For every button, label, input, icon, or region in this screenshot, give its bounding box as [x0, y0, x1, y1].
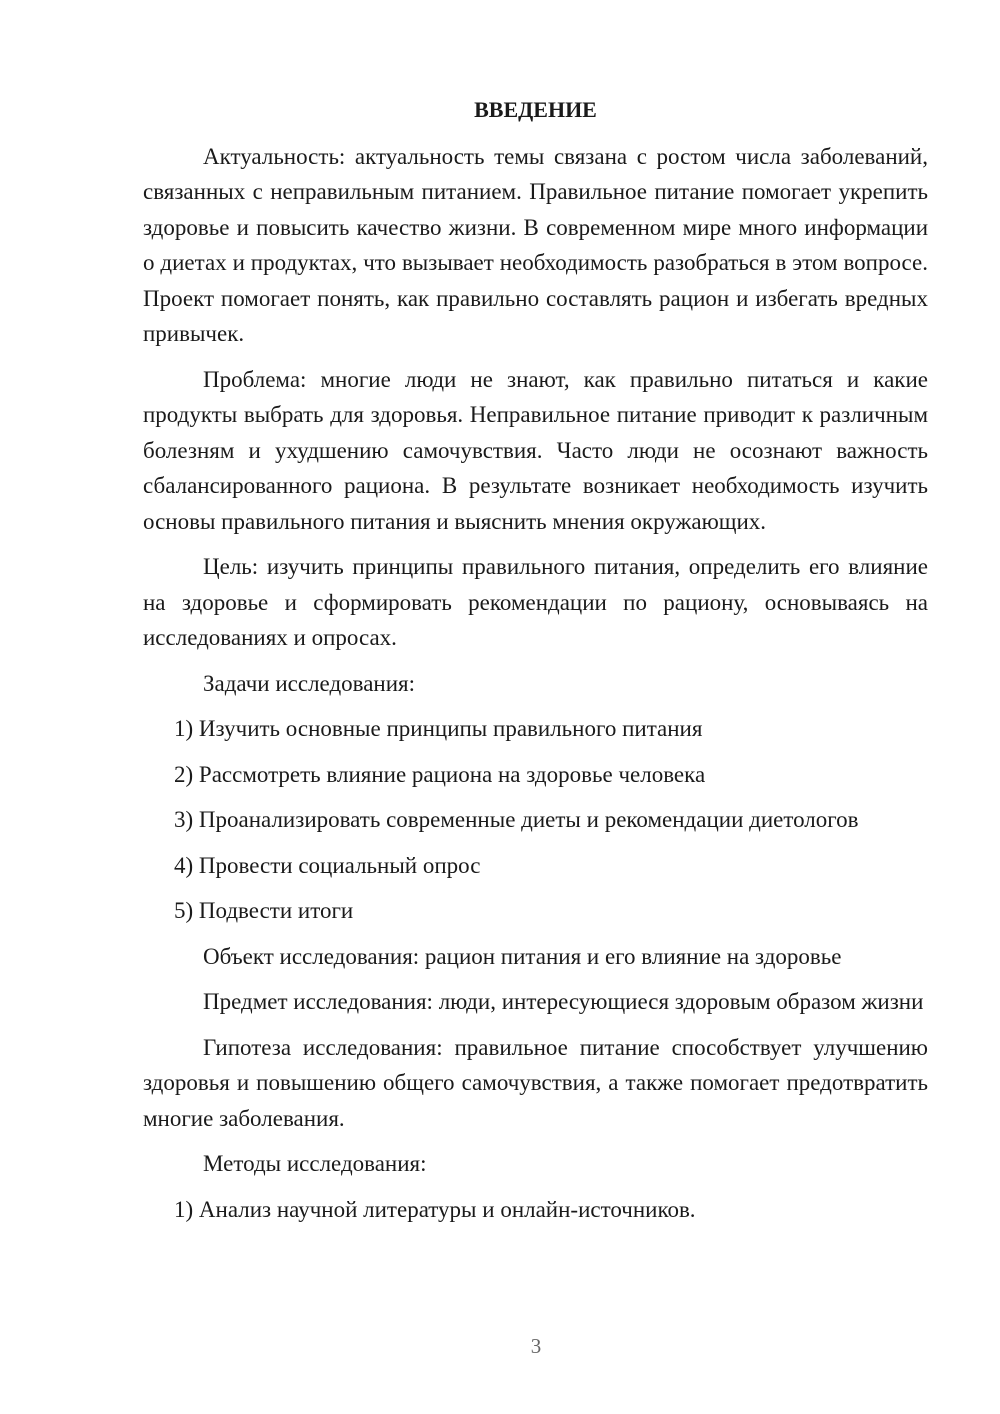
relevance-paragraph: Актуальность: актуальность темы связана с ростом числа заболеваний, связанных с неправильным питанием. Правильное питание помогает укрепить здоровье и повысить качество жизни. В современном мире много информации о диетах и продуктах, что вызывает необходимость разобраться в этом вопросе. Проект помогает понять, как правильно составлять рацион и избегать вредных привычек.: [143, 143, 928, 346]
task-item-2: 2) Рассмотреть влияние рациона на здоровье человека: [174, 761, 706, 787]
tasks-heading: Задачи исследования:: [203, 670, 416, 696]
object-line: Объект исследования: рацион питания и его влияние на здоровье: [203, 943, 842, 969]
problem-paragraph: Проблема: многие люди не знают, как правильно питаться и какие продукты выбрать для здоровья. Неправильное питание приводит к различным болезням и ухудшению самочувствия. Часто люди не осознают важность сбалансированного рациона. В результате возникает необходимость изучить основы правильного питания и выяснить мнения окружающих.: [143, 366, 928, 534]
hypothesis-paragraph: Гипотеза исследования: правильное питание способствует улучшению здоровья и повышению общего самочувствия, а также помогает предотвратить многие заболевания.: [143, 1034, 928, 1131]
subject-paragraph: Предмет исследования: люди, интересующиеся здоровым образом жизни: [203, 989, 924, 1014]
task-item-3: 3) Проанализировать современные диеты и рекомендации диетологов: [174, 807, 859, 832]
page-number: 3: [530, 1334, 542, 1358]
methods-heading: Методы исследования:: [203, 1151, 427, 1176]
task-item-5: 5) Подвести итоги: [174, 898, 354, 923]
goal-paragraph: Цель: изучить принципы правильного питания, определить его влияние на здоровье и сформировать рекомендации по рациону, основываясь на исследованиях и опросах.: [143, 554, 928, 650]
method-item-1: 1) Анализ научной литературы и онлайн-источников.: [174, 1196, 696, 1222]
section-title: ВВЕДЕНИЕ: [474, 97, 597, 122]
task-item-4: 4) Провести социальный опрос: [174, 852, 481, 878]
task-item-1: 1) Изучить основные принципы правильного питания: [174, 716, 703, 741]
page-content: [143, 92, 928, 1237]
